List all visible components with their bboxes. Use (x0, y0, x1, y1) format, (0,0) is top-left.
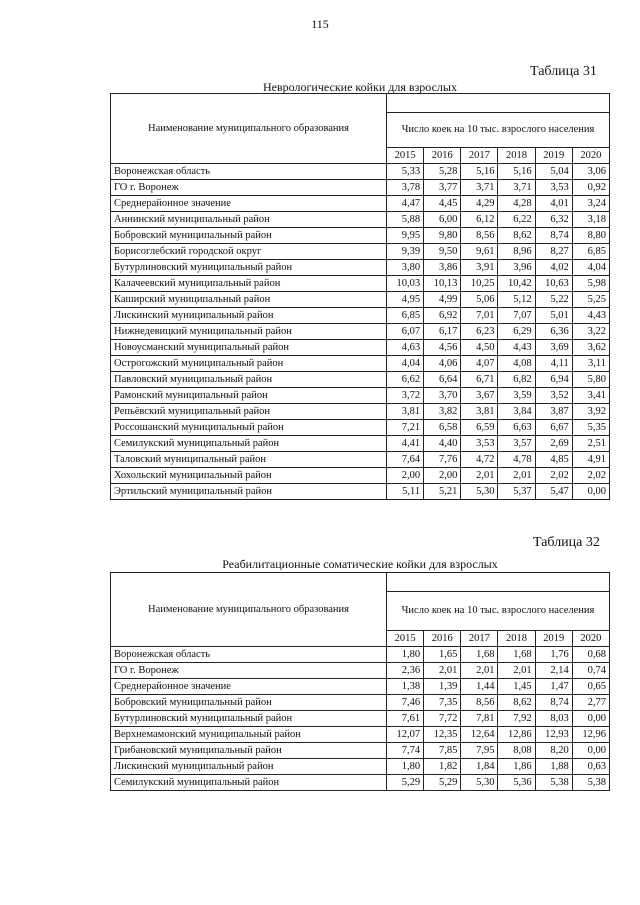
bed-count-cell: 7,35 (424, 695, 461, 711)
bed-count-cell: 3,77 (424, 180, 461, 196)
bed-count-cell: 3,91 (461, 260, 498, 276)
bed-count-cell: 3,86 (424, 260, 461, 276)
bed-count-cell: 2,14 (535, 663, 572, 679)
bed-count-cell: 5,80 (572, 372, 609, 388)
bed-count-cell: 1,80 (387, 759, 424, 775)
bed-count-cell: 12,64 (461, 727, 498, 743)
bed-count-cell: 7,64 (387, 452, 424, 468)
bed-count-cell: 1,39 (424, 679, 461, 695)
bed-count-cell: 6,85 (387, 308, 424, 324)
table-row (111, 324, 610, 340)
bed-count-cell: 6,17 (424, 324, 461, 340)
table-row (111, 647, 610, 663)
bed-count-cell: 0,68 (572, 647, 609, 663)
bed-count-cell: 0,00 (572, 743, 609, 759)
bed-count-cell: 12,35 (424, 727, 461, 743)
bed-count-cell: 6,00 (424, 212, 461, 228)
bed-count-cell: 6,07 (387, 324, 424, 340)
municipality-name: Семилукский муниципальный район (111, 775, 387, 791)
year-header: 2019 (535, 631, 572, 647)
table-32-name-header: Наименование муниципального образования (111, 573, 387, 647)
municipality-name: Бутурлиновский муниципальный район (111, 260, 387, 276)
bed-count-cell: 3,72 (387, 388, 424, 404)
bed-count-cell: 8,20 (535, 743, 572, 759)
bed-count-cell: 8,56 (461, 228, 498, 244)
municipality-name: Калачеевский муниципальный район (111, 276, 387, 292)
bed-count-cell: 2,69 (535, 436, 572, 452)
bed-count-cell: 4,72 (461, 452, 498, 468)
bed-count-cell: 8,62 (498, 695, 535, 711)
table-row (111, 436, 610, 452)
bed-count-cell: 4,41 (387, 436, 424, 452)
bed-count-cell: 2,00 (424, 468, 461, 484)
table-31-group-header: Число коек на 10 тыс. взрослого населения (387, 113, 610, 148)
bed-count-cell: 3,96 (498, 260, 535, 276)
bed-count-cell: 3,70 (424, 388, 461, 404)
municipality-name: Среднерайонное значение (111, 196, 387, 212)
bed-count-cell: 7,95 (461, 743, 498, 759)
municipality-name: Острогожский муниципальный район (111, 356, 387, 372)
bed-count-cell: 3,52 (535, 388, 572, 404)
bed-count-cell: 12,86 (498, 727, 535, 743)
table-31-title: Неврологические койки для взрослых (263, 80, 457, 94)
municipality-name: Грибановский муниципальный район (111, 743, 387, 759)
bed-count-cell: 7,61 (387, 711, 424, 727)
bed-count-cell: 6,92 (424, 308, 461, 324)
bed-count-cell: 2,01 (498, 468, 535, 484)
municipality-name: Эртильский муниципальный район (111, 484, 387, 500)
table-row (111, 663, 610, 679)
bed-count-cell: 4,43 (572, 308, 609, 324)
bed-count-cell: 7,07 (498, 308, 535, 324)
bed-count-cell: 3,81 (387, 404, 424, 420)
bed-count-cell: 3,92 (572, 404, 609, 420)
year-header: 2016 (424, 631, 461, 647)
municipality-name: Павловский муниципальный район (111, 372, 387, 388)
bed-count-cell: 2,36 (387, 663, 424, 679)
table-row (111, 212, 610, 228)
municipality-name: Репьёвский муниципальный район (111, 404, 387, 420)
municipality-name: Борисоглебский городской округ (111, 244, 387, 260)
bed-count-cell: 5,28 (424, 164, 461, 180)
year-header: 2020 (572, 631, 609, 647)
bed-count-cell: 2,02 (535, 468, 572, 484)
table-31 (110, 93, 610, 500)
bed-count-cell: 2,01 (498, 663, 535, 679)
bed-count-cell: 3,53 (461, 436, 498, 452)
municipality-name: Бобровский муниципальный район (111, 228, 387, 244)
table-row (111, 420, 610, 436)
bed-count-cell: 7,21 (387, 420, 424, 436)
bed-count-cell: 0,00 (572, 711, 609, 727)
municipality-name: Каширский муниципальный район (111, 292, 387, 308)
bed-count-cell: 4,85 (535, 452, 572, 468)
bed-count-cell: 5,12 (498, 292, 535, 308)
municipality-name: Рамонский муниципальный район (111, 388, 387, 404)
bed-count-cell: 9,95 (387, 228, 424, 244)
table-row (111, 695, 610, 711)
table-31-label: Таблица 31 (530, 64, 597, 79)
bed-count-cell: 5,47 (535, 484, 572, 500)
municipality-name: ГО г. Воронеж (111, 180, 387, 196)
year-header: 2015 (387, 148, 424, 164)
table-row (111, 711, 610, 727)
bed-count-cell: 1,65 (424, 647, 461, 663)
bed-count-cell: 6,29 (498, 324, 535, 340)
bed-count-cell: 4,40 (424, 436, 461, 452)
bed-count-cell: 10,03 (387, 276, 424, 292)
bed-count-cell: 3,80 (387, 260, 424, 276)
bed-count-cell: 3,59 (498, 388, 535, 404)
table-row (111, 356, 610, 372)
bed-count-cell: 0,63 (572, 759, 609, 775)
bed-count-cell: 4,29 (461, 196, 498, 212)
bed-count-cell: 2,01 (461, 663, 498, 679)
bed-count-cell: 6,67 (535, 420, 572, 436)
bed-count-cell: 8,96 (498, 244, 535, 260)
bed-count-cell: 4,04 (572, 260, 609, 276)
bed-count-cell: 4,47 (387, 196, 424, 212)
bed-count-cell: 0,92 (572, 180, 609, 196)
bed-count-cell: 1,80 (387, 647, 424, 663)
bed-count-cell: 6,22 (498, 212, 535, 228)
municipality-name: Верхнемамонский муниципальный район (111, 727, 387, 743)
bed-count-cell: 6,63 (498, 420, 535, 436)
bed-count-cell: 2,01 (424, 663, 461, 679)
bed-count-cell: 8,80 (572, 228, 609, 244)
table-row (111, 388, 610, 404)
bed-count-cell: 4,06 (424, 356, 461, 372)
bed-count-cell: 3,22 (572, 324, 609, 340)
bed-count-cell: 5,04 (535, 164, 572, 180)
bed-count-cell: 5,22 (535, 292, 572, 308)
bed-count-cell: 6,59 (461, 420, 498, 436)
table-row (111, 452, 610, 468)
bed-count-cell: 3,06 (572, 164, 609, 180)
bed-count-cell: 10,13 (424, 276, 461, 292)
bed-count-cell: 5,37 (498, 484, 535, 500)
bed-count-cell: 3,11 (572, 356, 609, 372)
bed-count-cell: 3,81 (461, 404, 498, 420)
bed-count-cell: 1,45 (498, 679, 535, 695)
bed-count-cell: 1,84 (461, 759, 498, 775)
bed-count-cell: 1,76 (535, 647, 572, 663)
bed-count-cell: 2,51 (572, 436, 609, 452)
bed-count-cell: 7,76 (424, 452, 461, 468)
table-row (111, 196, 610, 212)
table-row (111, 372, 610, 388)
year-header: 2017 (461, 631, 498, 647)
bed-count-cell: 7,92 (498, 711, 535, 727)
year-header: 2018 (498, 148, 535, 164)
bed-count-cell: 6,36 (535, 324, 572, 340)
bed-count-cell: 7,46 (387, 695, 424, 711)
bed-count-cell: 1,88 (535, 759, 572, 775)
bed-count-cell: 5,06 (461, 292, 498, 308)
bed-count-cell: 3,62 (572, 340, 609, 356)
bed-count-cell: 4,91 (572, 452, 609, 468)
table-row (111, 292, 610, 308)
bed-count-cell: 0,00 (572, 484, 609, 500)
year-header: 2017 (461, 148, 498, 164)
year-header: 2015 (387, 631, 424, 647)
year-header: 2018 (498, 631, 535, 647)
bed-count-cell: 6,32 (535, 212, 572, 228)
bed-count-cell: 5,30 (461, 775, 498, 791)
municipality-name: Семилукский муниципальный район (111, 436, 387, 452)
municipality-name: Хохольский муниципальный район (111, 468, 387, 484)
bed-count-cell: 0,74 (572, 663, 609, 679)
municipality-name: Среднерайонное значение (111, 679, 387, 695)
table-32-group-header: Число коек на 10 тыс. взрослого населения (387, 592, 610, 631)
bed-count-cell: 9,61 (461, 244, 498, 260)
bed-count-cell: 8,62 (498, 228, 535, 244)
bed-count-cell: 2,01 (461, 468, 498, 484)
bed-count-cell: 5,25 (572, 292, 609, 308)
bed-count-cell: 6,71 (461, 372, 498, 388)
year-header: 2020 (572, 148, 609, 164)
bed-count-cell: 8,74 (535, 228, 572, 244)
bed-count-cell: 5,16 (461, 164, 498, 180)
bed-count-cell: 1,86 (498, 759, 535, 775)
bed-count-cell: 4,78 (498, 452, 535, 468)
bed-count-cell: 6,94 (535, 372, 572, 388)
bed-count-cell: 3,78 (387, 180, 424, 196)
bed-count-cell: 1,47 (535, 679, 572, 695)
bed-count-cell: 8,56 (461, 695, 498, 711)
table-row (111, 759, 610, 775)
municipality-name: Новоусманский муниципальный район (111, 340, 387, 356)
page-number: 115 (311, 17, 329, 31)
bed-count-cell: 6,12 (461, 212, 498, 228)
municipality-name: Таловский муниципальный район (111, 452, 387, 468)
bed-count-cell: 3,71 (498, 180, 535, 196)
bed-count-cell: 8,03 (535, 711, 572, 727)
bed-count-cell: 4,11 (535, 356, 572, 372)
bed-count-cell: 3,87 (535, 404, 572, 420)
bed-count-cell: 4,07 (461, 356, 498, 372)
table-row (111, 180, 610, 196)
bed-count-cell: 6,23 (461, 324, 498, 340)
table-row (111, 743, 610, 759)
table-row (111, 484, 610, 500)
bed-count-cell: 4,45 (424, 196, 461, 212)
bed-count-cell: 5,88 (387, 212, 424, 228)
bed-count-cell: 4,28 (498, 196, 535, 212)
table-row (111, 727, 610, 743)
municipality-name: Лискинский муниципальный район (111, 308, 387, 324)
municipality-name: Бутурлиновский муниципальный район (111, 711, 387, 727)
bed-count-cell: 1,68 (461, 647, 498, 663)
bed-count-cell: 5,36 (498, 775, 535, 791)
bed-count-cell: 4,63 (387, 340, 424, 356)
bed-count-cell: 7,01 (461, 308, 498, 324)
municipality-name: Нижнедевицкий муниципальный район (111, 324, 387, 340)
bed-count-cell: 3,84 (498, 404, 535, 420)
table-32-label: Таблица 32 (533, 535, 600, 550)
table-row (111, 260, 610, 276)
table-row (111, 679, 610, 695)
bed-count-cell: 6,82 (498, 372, 535, 388)
table-row (111, 164, 610, 180)
year-header: 2016 (424, 148, 461, 164)
bed-count-cell: 9,39 (387, 244, 424, 260)
bed-count-cell: 2,77 (572, 695, 609, 711)
bed-count-cell: 8,08 (498, 743, 535, 759)
bed-count-cell: 3,53 (535, 180, 572, 196)
bed-count-cell: 12,96 (572, 727, 609, 743)
bed-count-cell: 4,02 (535, 260, 572, 276)
table-row (111, 244, 610, 260)
bed-count-cell: 2,02 (572, 468, 609, 484)
table-32 (110, 572, 610, 791)
bed-count-cell: 2,00 (387, 468, 424, 484)
bed-count-cell: 4,56 (424, 340, 461, 356)
bed-count-cell: 1,44 (461, 679, 498, 695)
bed-count-cell: 7,74 (387, 743, 424, 759)
bed-count-cell: 5,38 (572, 775, 609, 791)
table-row (111, 308, 610, 324)
bed-count-cell: 5,98 (572, 276, 609, 292)
bed-count-cell: 4,01 (535, 196, 572, 212)
bed-count-cell: 8,74 (535, 695, 572, 711)
bed-count-cell: 3,69 (535, 340, 572, 356)
bed-count-cell: 6,64 (424, 372, 461, 388)
bed-count-cell: 10,42 (498, 276, 535, 292)
bed-count-cell: 7,72 (424, 711, 461, 727)
table-row (111, 775, 610, 791)
bed-count-cell: 5,11 (387, 484, 424, 500)
bed-count-cell: 5,29 (424, 775, 461, 791)
bed-count-cell: 9,50 (424, 244, 461, 260)
bed-count-cell: 6,85 (572, 244, 609, 260)
bed-count-cell: 4,43 (498, 340, 535, 356)
table-row (111, 276, 610, 292)
bed-count-cell: 5,29 (387, 775, 424, 791)
municipality-name: Воронежская область (111, 647, 387, 663)
bed-count-cell: 12,93 (535, 727, 572, 743)
bed-count-cell: 3,57 (498, 436, 535, 452)
bed-count-cell: 6,58 (424, 420, 461, 436)
bed-count-cell: 1,68 (498, 647, 535, 663)
bed-count-cell: 5,38 (535, 775, 572, 791)
bed-count-cell: 12,07 (387, 727, 424, 743)
year-header: 2019 (535, 148, 572, 164)
bed-count-cell: 7,81 (461, 711, 498, 727)
bed-count-cell: 3,82 (424, 404, 461, 420)
bed-count-cell: 0,65 (572, 679, 609, 695)
bed-count-cell: 7,85 (424, 743, 461, 759)
bed-count-cell: 5,01 (535, 308, 572, 324)
table-row (111, 340, 610, 356)
bed-count-cell: 4,50 (461, 340, 498, 356)
table-31-name-header: Наименование муниципального образования (111, 94, 387, 164)
bed-count-cell: 5,30 (461, 484, 498, 500)
municipality-name: ГО г. Воронеж (111, 663, 387, 679)
municipality-name: Бобровский муниципальный район (111, 695, 387, 711)
bed-count-cell: 3,41 (572, 388, 609, 404)
bed-count-cell: 10,25 (461, 276, 498, 292)
bed-count-cell: 5,16 (498, 164, 535, 180)
municipality-name: Россошанский муниципальный район (111, 420, 387, 436)
bed-count-cell: 1,38 (387, 679, 424, 695)
table-row (111, 468, 610, 484)
bed-count-cell: 8,27 (535, 244, 572, 260)
bed-count-cell: 4,95 (387, 292, 424, 308)
municipality-name: Аннинский муниципальный район (111, 212, 387, 228)
table-row (111, 404, 610, 420)
bed-count-cell: 6,62 (387, 372, 424, 388)
municipality-name: Воронежская область (111, 164, 387, 180)
bed-count-cell: 5,33 (387, 164, 424, 180)
bed-count-cell: 5,35 (572, 420, 609, 436)
bed-count-cell: 1,82 (424, 759, 461, 775)
bed-count-cell: 3,18 (572, 212, 609, 228)
table-row (111, 228, 610, 244)
bed-count-cell: 5,21 (424, 484, 461, 500)
bed-count-cell: 3,71 (461, 180, 498, 196)
bed-count-cell: 4,04 (387, 356, 424, 372)
bed-count-cell: 4,08 (498, 356, 535, 372)
bed-count-cell: 4,99 (424, 292, 461, 308)
bed-count-cell: 10,63 (535, 276, 572, 292)
bed-count-cell: 3,67 (461, 388, 498, 404)
bed-count-cell: 9,80 (424, 228, 461, 244)
municipality-name: Лискинский муниципальный район (111, 759, 387, 775)
bed-count-cell: 3,24 (572, 196, 609, 212)
table-32-title: Реабилитационные соматические койки для взрослых (222, 557, 498, 571)
